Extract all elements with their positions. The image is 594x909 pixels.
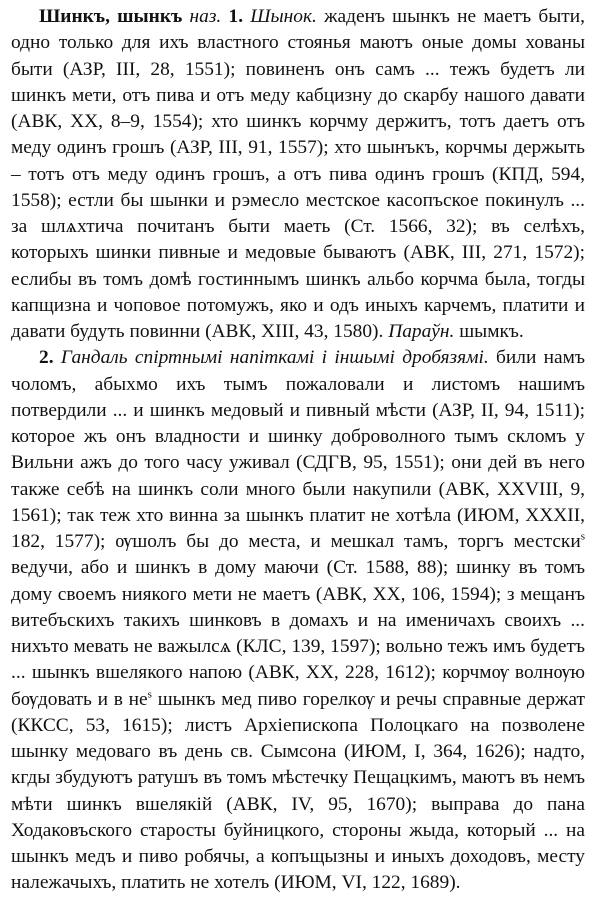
parallel-word: шымкъ. — [459, 321, 524, 342]
entry-sense-2-paragraph: 2. Гандаль спіртнымі напіткамі і іншымі дробязямі. били намъ чоломъ, абыхмо ихъ тымъ пожаловали и листомъ нашимъ потвердили ... и шинкъ медовый и пивный мѣсти (АЗР, II, 94, 1511); которое жъ онъ владности и шинку доброволного тымъ скломъ у Вильни ажъ до того часу уживал (СДГВ, 95, 1551); они дей въ него также себѣ на шинкъ соли много были накупили (АВК, XXVIII, 9, 1561); так теж хто винна за шынкъ платит не хотѣла (ИЮМ, XXXII, 182, 1577); ѹшолъ бы до места, и мешкал тамъ, торгъ местски$^s$ ведучи, або и шинкъ в дому маючи (Ст. 1588, 88); шинку въ томъ дому своемъ ниякого мети не маетъ (АВК, XX, 106, 1594); з мещанъ витебъскихъ такихъ шинковъ в домахъ и на именичахъ своихъ ... нихъто мевать не важылсѧ (КЛС, 139, 1597); вольно тежъ имъ будетъ ... шынкъ вшелякого напою (АВК, XX, 228, 1612); корчмѹ волнѹю бѹдовать и в $не^s$ шынкъ мед пиво горелкѹ и речы справные держат (ККСС, 53, 1615); листъ Архіепископа Полоцкаго на позволене шынку медоваго въ день св. Сымсона (ИЮМ, I, 364, 1626); надто, кгды збудуютъ ратушъ въ томъ мѣстечку Пещацкимъ, маютъ въ немъ мѣти шинкъ вшелякій (АВК, IV, 95, 1670); выправа до пана Ходаковъского старосты буйницкого, стороны жыда, который ... на шынкъ медъ и пиво робячы, а копъщызны и иныхъ доходовъ, месту належачыхъ, платить не хотелъ (ИЮМ, VI, 122, 1689). — [11, 347, 586, 894]
superscript-mark: s — [580, 530, 585, 543]
sense-2-number: 2 — [39, 347, 49, 369]
parallel-label: Параўн. — [388, 321, 455, 342]
sense-1-number: 1 — [228, 6, 239, 27]
sense-2-citations-part-2: ведучи, або и шинкъ в дому маючи (Ст. 1588, 88); шинку въ томъ дому своемъ ниякого мети не маетъ (АВК, XX, 106, 1594); з мещанъ витебъскихъ такихъ шинковъ в домахъ и на именичахъ своихъ ... нихъто мевать не важылсѧ (КЛС, 139, 1597); вольно тежъ имъ будетъ ... шынкъ вшелякого напою (АВК, XX, 228, 1612); корчмѹ волнѹю бѹдовать и в не — [11, 557, 586, 710]
superscript-mark: s — [147, 688, 152, 701]
grammar-label: наз. — [189, 6, 222, 27]
sense-2-citations-part-3: шынкъ мед пиво горелкѹ и речы справные держат (ККСС, 53, 1615); листъ Архіепископа Полоцкаго на позволене шынку медоваго въ день св. Сымсона (ИЮМ, I, 364, 1626); надто, кгды збудуютъ ратушъ въ томъ мѣстечку Пещацкимъ, маютъ въ немъ мѣти шинкъ вшелякій (АВК, IV, 95, 1670); выправа до пана Ходаковъского старосты буйницкого, стороны жыда, который ... на шынкъ медъ и пиво робячы, а копъщызны и иныхъ доходовъ, месту належачыхъ, платить не хотелъ (ИЮМ, VI, 122, 1689). — [11, 688, 586, 894]
sense-1-gloss: Шынок. — [250, 6, 317, 27]
headword: Шинкъ, шынкъ — [39, 6, 183, 27]
sense-2-citations-part-1: били намъ чоломъ, абыхмо ихъ тымъ пожаловали и листомъ нашимъ потвердили ... и шинкъ медовый и пивный мѣсти (АЗР, II, 94, 1511); которое жъ онъ владности и шинку доброволного тымъ скломъ у Вильни ажъ до того часу уживал (СДГВ, 95, 1551); они дей въ него также себѣ на шинкъ соли много были накупили (АВК, XXVIII, 9, 1561); так теж хто винна за шынкъ платит не хотѣла (ИЮМ, XXXII, 182, 1577); ѹшолъ бы до места, и мешкал тамъ, торгъ местски — [11, 347, 585, 552]
entry-sense-1-paragraph: Шинкъ, шынкъ наз. 1. Шынок. жаденъ шынкъ не маетъ быти, одно только для ихъ властного стоянья маютъ оные домы хованы быти (АЗР, III, 28, 1551); повиненъ онъ самъ ... тежъ будетъ ли шинкъ мети, отъ пива и отъ меду кабцизну до скарбу нашого давати (АВК, XX, 8–9, 1554); хто шинкъ корчму держитъ, тотъ даетъ отъ меду одинъ грошъ (АЗР, III, 91, 1557); хто шынъкъ, корчмы держыть – тотъ отъ меду одинъ грошъ, а отъ пива одинъ грошъ (КПД, 594, 1558); естли бы шынки и рэмесло местское касопъское покинулъ ... за шлѧхтича почитанъ быти маеть (Ст. 1566, 32); въ селѣхъ, которыхъ шинки пивные и медовые бываютъ (АВК, III, 271, 1572); еслибы въ томъ домѣ гостиннымъ шинкъ альбо корчма была, тогды капщизна и чоповое потомужъ, яко и одъ иныхъ карчемъ, платити и давати будуть повинни (АВК, XIII, 43, 1580). Параўн. шымкъ. — [11, 6, 585, 342]
sense-1-citations: жаденъ шынкъ не маетъ быти, одно только для ихъ властного стоянья маютъ оные домы хованы быти (АЗР, III, 28, 1551); повиненъ онъ самъ ... тежъ будетъ ли шинкъ мети, отъ пива и отъ меду кабцизну до скарбу нашого давати (АВК, XX, 8–9, 1554); хто шинкъ корчму держитъ, тотъ даетъ отъ меду одинъ грошъ (АЗР, III, 91, 1557); хто шынъкъ, корчмы держыть – тотъ отъ меду одинъ грошъ, а отъ пива одинъ грошъ (КПД, 594, 1558); естли бы шынки и рэмесло местское касопъское покинулъ ... за шлѧхтича почитанъ быти маеть (Ст. 1566, 32); въ селѣхъ, которыхъ шинки пивные и медовые бываютъ (АВК, III, 271, 1572); еслибы въ томъ домѣ гостиннымъ шинкъ альбо корчма была, тогды капщизна и чоповое потомужъ, яко и одъ иныхъ карчемъ, платити и давати будуть повинни (АВК, XIII, 43, 1580). — [11, 6, 585, 342]
sense-2-gloss: Гандаль спіртнымі напіткамі і іншымі дробязямі. — [60, 347, 489, 369]
